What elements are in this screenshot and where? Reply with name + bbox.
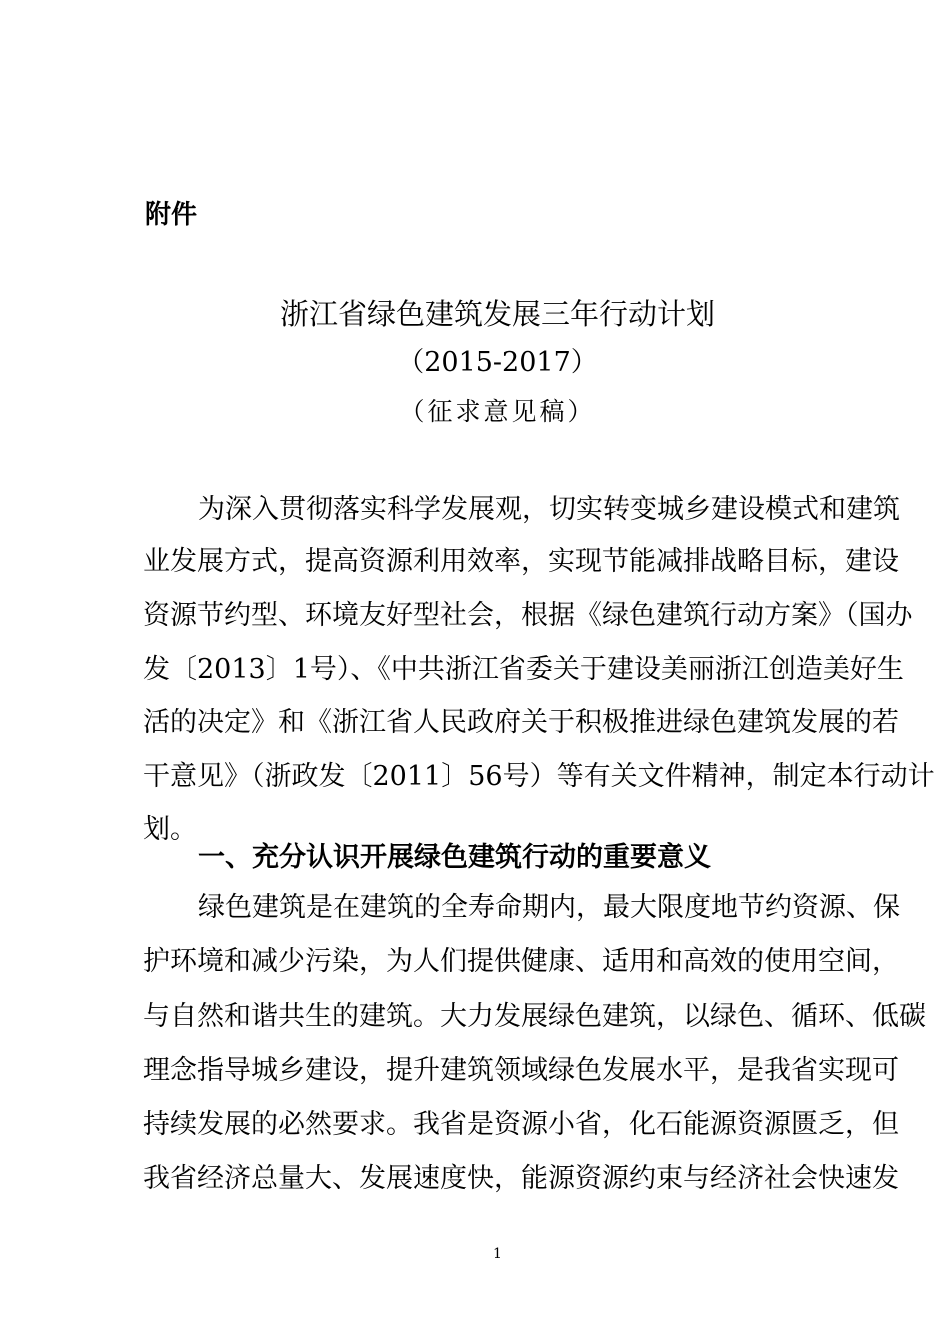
section-line: 理念指导城乡建设，提升建筑领域绿色发展水平，是我省实现可 xyxy=(143,1055,899,1086)
section-line: 绿色建筑是在建筑的全寿命期内，最大限度地节约资源、保 xyxy=(198,892,900,923)
section-line: 护环境和减少污染，为人们提供健康、适用和高效的使用空间， xyxy=(143,946,899,977)
intro-line: 业发展方式，提高资源利用效率，实现节能减排战略目标，建设 xyxy=(143,546,899,577)
section-line: 与自然和谐共生的建筑。大力发展绿色建筑，以绿色、循环、低碳 xyxy=(143,1001,926,1032)
intro-line: 资源节约型、环境友好型社会，根据《绿色建筑行动方案》（国办 xyxy=(143,600,913,631)
document-years: （2015-2017） xyxy=(397,347,598,378)
intro-line: 划。 xyxy=(143,814,197,845)
attachment-label: 附件 xyxy=(145,200,198,230)
intro-line: 为深入贯彻落实科学发展观，切实转变城乡建设模式和建筑 xyxy=(198,494,900,525)
section-line: 我省经济总量大、发展速度快，能源资源约束与经济社会快速发 xyxy=(143,1163,899,1194)
page-number: 1 xyxy=(493,1246,502,1262)
intro-line: 活的决定》和《浙江省人民政府关于积极推进绿色建筑发展的若 xyxy=(143,707,899,738)
intro-line: 干意见》（浙政发〔2011〕56号）等有关文件精神，制定本行动计 xyxy=(143,761,935,792)
intro-line: 发〔2013〕1号）、《中共浙江省委关于建设美丽浙江创造美好生 xyxy=(143,654,904,685)
document-title: 浙江省绿色建筑发展三年行动计划 xyxy=(279,297,715,331)
draft-note: （征求意见稿） xyxy=(399,397,596,426)
section-heading: 一、充分认识开展绿色建筑行动的重要意义 xyxy=(198,842,711,873)
section-line: 持续发展的必然要求。我省是资源小省，化石能源资源匮乏，但 xyxy=(143,1109,899,1140)
